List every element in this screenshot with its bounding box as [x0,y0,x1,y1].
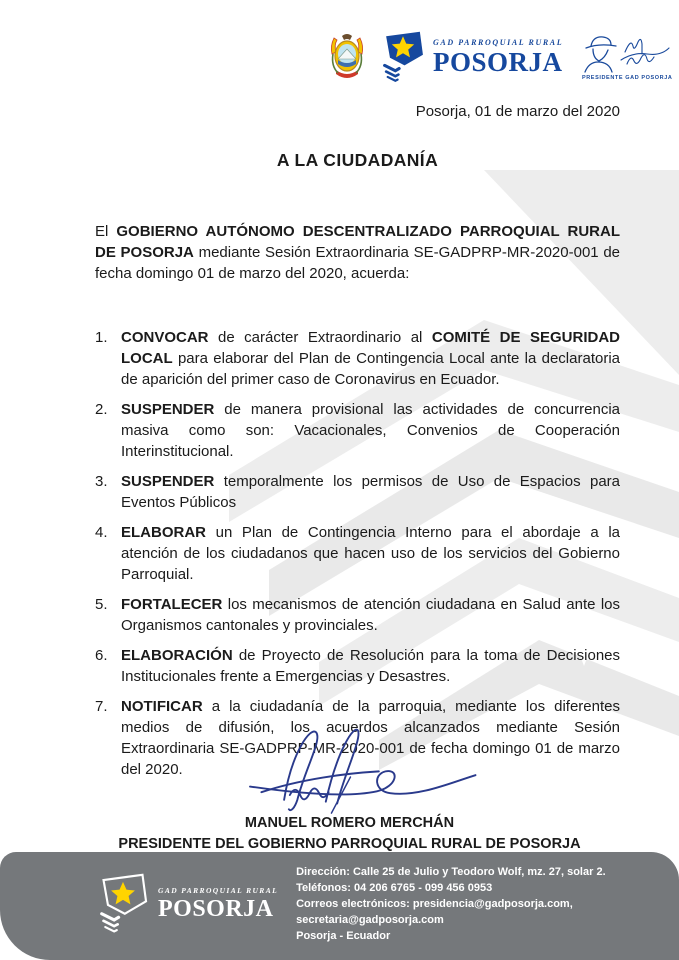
list-item [95,399,620,462]
president-logo [577,34,677,81]
date-line: Posorja, 01 de marzo del 2020 [415,103,620,120]
list-item [95,327,620,390]
signature-block [95,724,620,819]
footer-posorja-shield-icon [96,873,150,935]
ecuador-coat-of-arms-icon [328,32,366,82]
item-keyword-2: COMITÉ DE SEGURIDAD LOCAL [121,329,620,367]
intro-pre: El [95,223,117,240]
item-keyword: SUSPENDER [121,401,215,418]
item-rest: de manera provisional las actividades de concurrencia masiva como son: Vacacionales, Convenios de Cooperación Interinstitucional. [121,401,620,460]
footer-email-2: secretaria@gadposorja.com [296,914,444,926]
item-keyword: CONVOCAR [121,329,209,346]
list-item [95,645,620,687]
item-number: 5. [95,596,108,613]
signature-image [233,724,483,814]
item-text [121,522,620,585]
item-rest: temporalmente los permisos de Uso de Espacios para Eventos Públicos [121,473,620,511]
item-keyword: ELABORAR [121,524,206,541]
intro-entity: GOBIERNO AUTÓNOMO DESCENTRALIZADO PARROQUIAL RURAL DE POSORJA [95,223,620,261]
item-rest: de Proyecto de Resolución para la toma de Decisiones Institucionales frente a Emergencias y Desastres. [121,647,620,685]
posorja-shield-icon [380,30,426,84]
item-rest: los mecanismos de atención ciudadana en Salud ante los Organismos cantonales y provinciales. [121,596,620,634]
signatory-name: MANUEL ROMERO MERCHÁN [244,815,455,831]
item-text [121,399,620,462]
item-keyword: NOTIFICAR [121,698,203,715]
item-text [121,594,620,636]
item-text [121,645,620,687]
item-keyword: SUSPENDER [121,473,215,490]
item-number: 7. [95,698,108,715]
header [328,30,677,84]
footer [0,852,679,960]
item-keyword: ELABORACIÓN [121,647,233,664]
item-text [121,327,620,390]
item-text [121,471,620,513]
president-portrait-icon [581,34,673,74]
footer-location: Posorja - Ecuador [296,930,391,942]
list-item [95,471,620,513]
footer-address: Dirección: Calle 25 de Julio y Teodoro Wolf, mz. 27, solar 2. [296,866,606,878]
list-item [95,594,620,636]
item-keyword: FORTALECER [121,596,223,613]
intro-rest: mediante Sesión Extraordinaria SE-GADPRP-MR-2020-001 de fecha domingo 01 de marzo del 2020, acuerda: [95,244,621,282]
footer-brand-subtitle: GAD PARROQUIAL RURAL [158,886,279,896]
brand-subtitle: GAD PARROQUIAL RURAL [433,37,564,47]
signatory [40,813,659,855]
item-rest: un Plan de Contingencia Interno para el abordaje a la atención de los ciudadanos que hacen uso de los servicios del Gobierno Parroquial. [121,524,620,583]
brand-name: POSORJA [433,46,563,77]
item-rest: a la ciudadanía de la parroquia, mediante los diferentes medios de difusión, los acuerdos alcanzados mediante Sesión Extraordinaria SE-GADPRP-MR-2020-001 de fecha domingo 01 de marzo del 2020. [121,698,620,778]
item-number: 2. [95,401,108,418]
page-title: A LA CIUDADANÍA [276,150,439,170]
item-rest: para elaborar del Plan de Contingencia Local ante la declaratoria de aparición del primer caso de Coronavirus en Ecuador. [121,350,620,388]
item-number: 6. [95,647,108,664]
footer-phones: Teléfonos: 04 206 6765 - 099 456 0953 [296,882,493,894]
intro-paragraph [95,221,620,284]
footer-contact-info [296,864,606,944]
letter-body [95,221,620,789]
footer-brand-logo [96,873,278,935]
item-number: 1. [95,329,108,346]
footer-emails: Correos electrónicos: presidencia@gadposorja.com, [296,898,573,910]
item-number: 3. [95,473,108,490]
signatory-title: PRESIDENTE DEL GOBIERNO PARROQUIAL RURAL DE POSORJA [118,836,581,852]
footer-brand-name: POSORJA [158,895,274,922]
brand-logo [380,30,563,84]
list-item [95,522,620,585]
item-number: 4. [95,524,108,541]
item-mid: de carácter Extraordinario al [208,329,432,346]
president-label: PRESIDENTE GAD POSORJA [581,74,673,81]
